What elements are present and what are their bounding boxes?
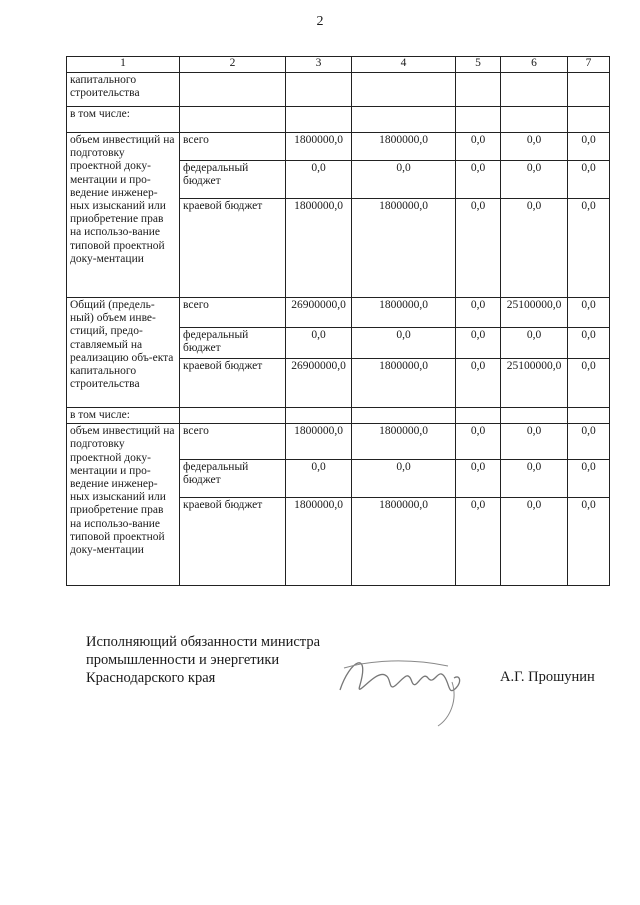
cell-value: 0,0 (568, 161, 610, 199)
signatory-title-line: Краснодарского края (86, 670, 216, 686)
table-row (67, 107, 610, 133)
cell-value: 0,0 (501, 424, 568, 460)
cell-value: 0,0 (501, 328, 568, 359)
cell-value: 0,0 (501, 460, 568, 498)
handwritten-signature (330, 630, 480, 730)
funding-type: всего (180, 133, 286, 161)
cell-value: 1800000,0 (352, 199, 456, 298)
col-header-3: 3 (286, 57, 352, 73)
col-header-4: 4 (352, 57, 456, 73)
cell-value (286, 73, 352, 107)
signatory-title-line: Исполняющий обязанности министра (86, 634, 321, 650)
cell-value: 0,0 (501, 199, 568, 298)
cell-value: 0,0 (456, 460, 501, 498)
row-description: Общий (предель-ный) объем инве-стиций, предо-ставляемый на реализацию объ-екта капитального строительства (67, 298, 180, 408)
cell-value (456, 107, 501, 133)
table-row (67, 133, 610, 161)
cell-value: 1800000,0 (286, 424, 352, 460)
row-description: объем инвестиций на подготовку проектной доку-ментации и про-ведение инженер-ных изысканий или приобретение прав на использо-вание типовой проектной доку-ментации (67, 133, 180, 298)
investment-table (66, 56, 610, 586)
table-row (67, 424, 610, 460)
cell-value: 0,0 (568, 498, 610, 586)
cell-value: 0,0 (568, 460, 610, 498)
cell-value: 0,0 (352, 161, 456, 199)
cell-value (286, 408, 352, 424)
cell-value: 0,0 (456, 133, 501, 161)
table-row (67, 408, 610, 424)
cell-value: 0,0 (456, 498, 501, 586)
cell-value: 1800000,0 (286, 133, 352, 161)
row-description: объем инвестиций на подготовку проектной доку-ментации и про-ведение инженер-ных изысканий или приобретение прав на использо-вание типовой проектной доку-ментации (67, 424, 180, 586)
cell-value: 0,0 (286, 161, 352, 199)
cell-value: 25100000,0 (501, 298, 568, 328)
cell-value (568, 408, 610, 424)
cell-value (352, 73, 456, 107)
funding-type: всего (180, 424, 286, 460)
cell-value: 1800000,0 (352, 298, 456, 328)
col-header-5: 5 (456, 57, 501, 73)
cell-value: 0,0 (568, 359, 610, 408)
cell-value (286, 107, 352, 133)
cell-value: 26900000,0 (286, 298, 352, 328)
cell-value (456, 73, 501, 107)
cell-value: 0,0 (456, 328, 501, 359)
cell-value: 0,0 (286, 328, 352, 359)
funding-type: всего (180, 298, 286, 328)
cell-value (352, 408, 456, 424)
cell-value: 26900000,0 (286, 359, 352, 408)
funding-type: федеральный бюджет (180, 161, 286, 199)
cell-value (352, 107, 456, 133)
cell-value: 25100000,0 (501, 359, 568, 408)
cell-value: 1800000,0 (286, 498, 352, 586)
col-header-2: 2 (180, 57, 286, 73)
cell-value: 0,0 (568, 133, 610, 161)
cell-value: 0,0 (568, 424, 610, 460)
cell-value: 1800000,0 (286, 199, 352, 298)
table-row (67, 73, 610, 107)
cell-value: 0,0 (501, 133, 568, 161)
cell-value (501, 107, 568, 133)
signatory-title (86, 633, 320, 687)
row-description: капитального строительства (67, 73, 180, 107)
cell-value: 0,0 (456, 298, 501, 328)
funding-type (180, 107, 286, 133)
cell-value: 0,0 (456, 161, 501, 199)
cell-value (456, 408, 501, 424)
col-header-1: 1 (67, 57, 180, 73)
page-number: 2 (316, 14, 324, 29)
cell-value (501, 73, 568, 107)
row-description: в том числе: (67, 408, 180, 424)
funding-type: краевой бюджет (180, 498, 286, 586)
cell-value: 0,0 (501, 498, 568, 586)
signatory-title-line: промышленности и энергетики (86, 652, 280, 668)
cell-value: 0,0 (352, 328, 456, 359)
cell-value: 0,0 (501, 161, 568, 199)
funding-type (180, 73, 286, 107)
cell-value (568, 107, 610, 133)
signatory-name: А.Г. Прошунин (500, 669, 595, 685)
cell-value: 0,0 (456, 359, 501, 408)
header-row (67, 57, 610, 73)
cell-value: 1800000,0 (352, 424, 456, 460)
cell-value: 1800000,0 (352, 498, 456, 586)
cell-value: 0,0 (568, 199, 610, 298)
funding-type: федеральный бюджет (180, 460, 286, 498)
cell-value: 1800000,0 (352, 133, 456, 161)
row-description: в том числе: (67, 107, 180, 133)
col-header-7: 7 (568, 57, 610, 73)
cell-value (568, 73, 610, 107)
funding-type: краевой бюджет (180, 359, 286, 408)
col-header-6: 6 (501, 57, 568, 73)
cell-value (501, 408, 568, 424)
table-row (67, 298, 610, 328)
cell-value: 1800000,0 (352, 359, 456, 408)
cell-value: 0,0 (352, 460, 456, 498)
funding-type: федеральный бюджет (180, 328, 286, 359)
cell-value: 0,0 (568, 298, 610, 328)
cell-value: 0,0 (456, 424, 501, 460)
cell-value: 0,0 (456, 199, 501, 298)
funding-type: краевой бюджет (180, 199, 286, 298)
cell-value: 0,0 (286, 460, 352, 498)
funding-type (180, 408, 286, 424)
cell-value: 0,0 (568, 328, 610, 359)
